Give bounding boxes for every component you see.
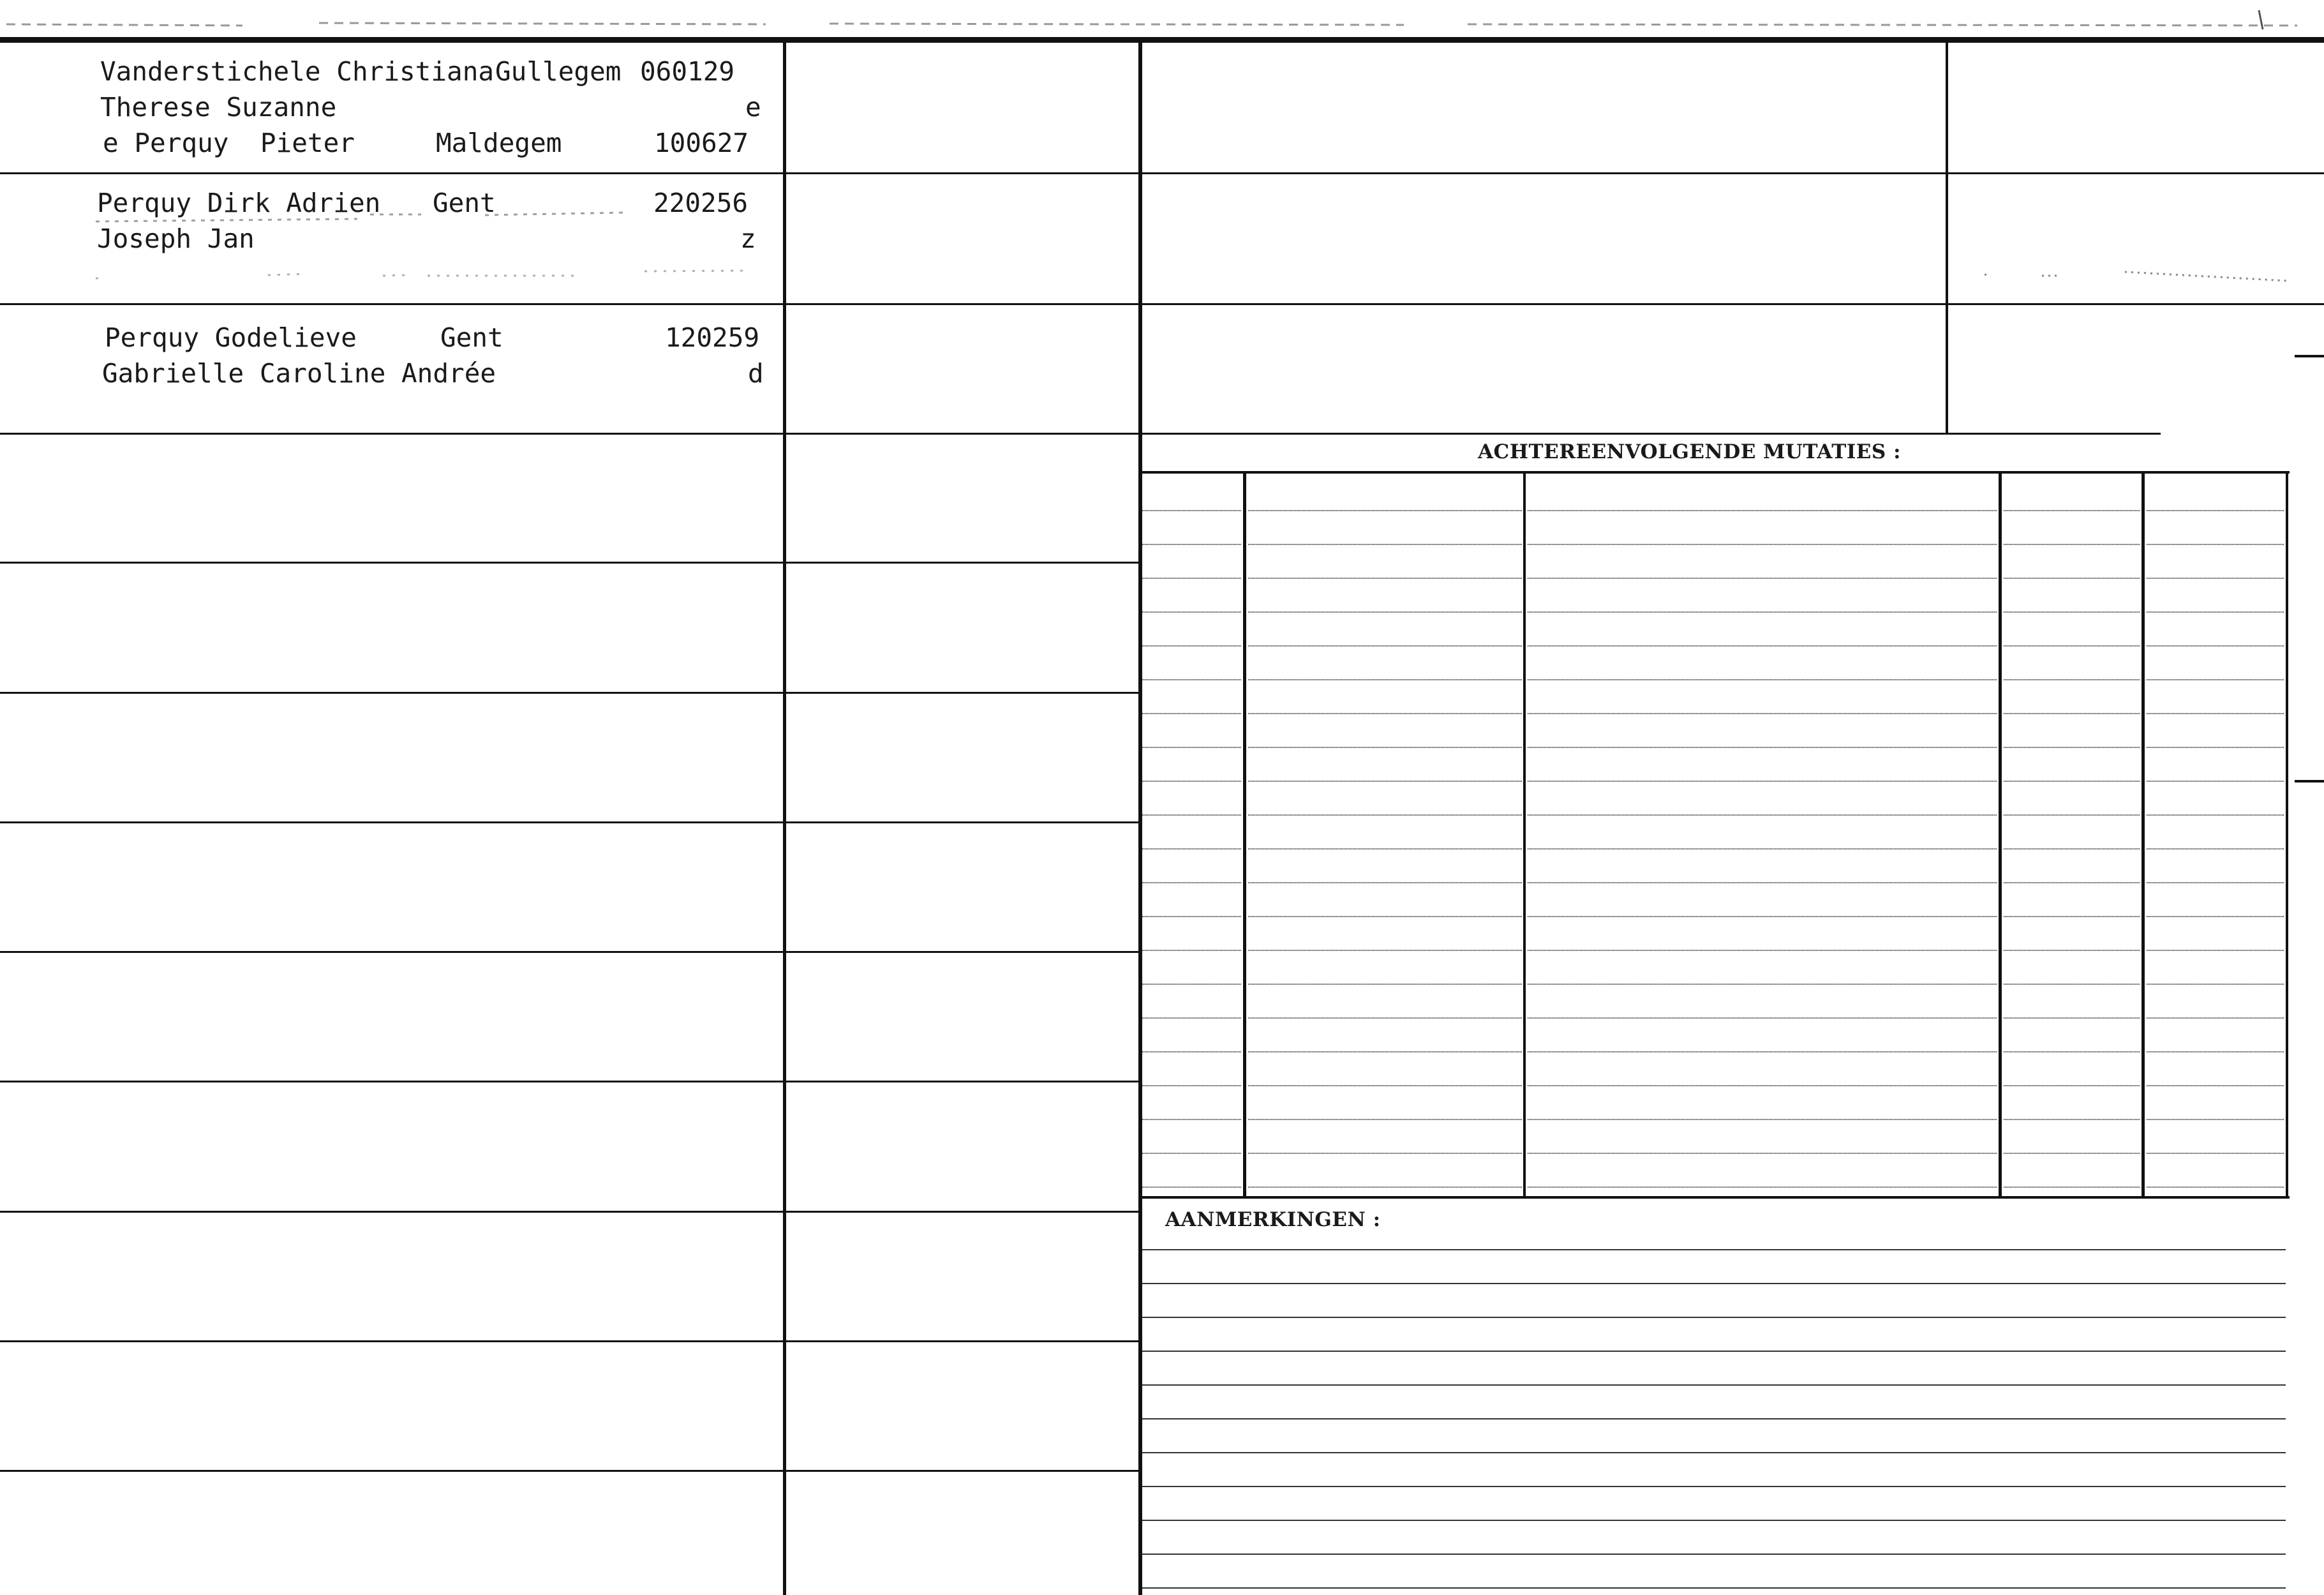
row-rule	[0, 1470, 1140, 1472]
record-date: 220256	[653, 188, 749, 218]
record-date: 060129	[640, 56, 735, 87]
column-divider-2	[1138, 42, 1142, 1595]
row-rule	[0, 1211, 1140, 1213]
record-place: Gullegem	[495, 56, 622, 87]
record-name: Vanderstichele Christiana	[100, 56, 495, 87]
record-place: Gent	[433, 188, 496, 218]
row-rule	[0, 433, 1140, 435]
top-rule	[0, 37, 2324, 43]
record-place: Maldegem	[436, 128, 562, 158]
row-rule	[0, 1340, 1140, 1342]
record-name: Therese Suzanne	[100, 92, 337, 123]
row-rule	[0, 1081, 1140, 1082]
row-rule	[0, 951, 1140, 953]
row-rule	[0, 692, 1140, 694]
record-place: Gent	[440, 322, 503, 353]
row-rule	[1140, 172, 2324, 174]
record-name: Perquy Godelieve	[105, 322, 357, 353]
record-date: 100627	[654, 128, 749, 158]
record-date: 120259	[665, 322, 760, 353]
record-code: e	[745, 92, 761, 123]
row-rule	[0, 303, 1140, 305]
row-rule	[0, 172, 1140, 174]
margin-tick	[2295, 355, 2324, 357]
record-code: d	[748, 358, 764, 389]
row-rule	[0, 821, 1140, 823]
row-rule	[0, 562, 1140, 564]
margin-tick	[2295, 780, 2324, 783]
record-name: Perquy Dirk Adrien	[97, 188, 381, 218]
record-name: Joseph Jan	[97, 223, 255, 254]
record-name: e Perquy Pieter	[103, 128, 355, 158]
mutations-title: ACHTEREENVOLGENDE MUTATIES :	[1478, 440, 1902, 463]
column-divider-1	[783, 42, 786, 1595]
row-rule	[1140, 433, 2161, 435]
row-rule	[1140, 303, 2324, 305]
column-divider-3	[1946, 42, 1948, 433]
top-margin-noise	[0, 6, 2324, 32]
remarks-title: AANMERKINGEN :	[1165, 1208, 1381, 1231]
record-code: z	[740, 223, 756, 254]
record-name: Gabrielle Caroline Andrée	[102, 358, 496, 389]
